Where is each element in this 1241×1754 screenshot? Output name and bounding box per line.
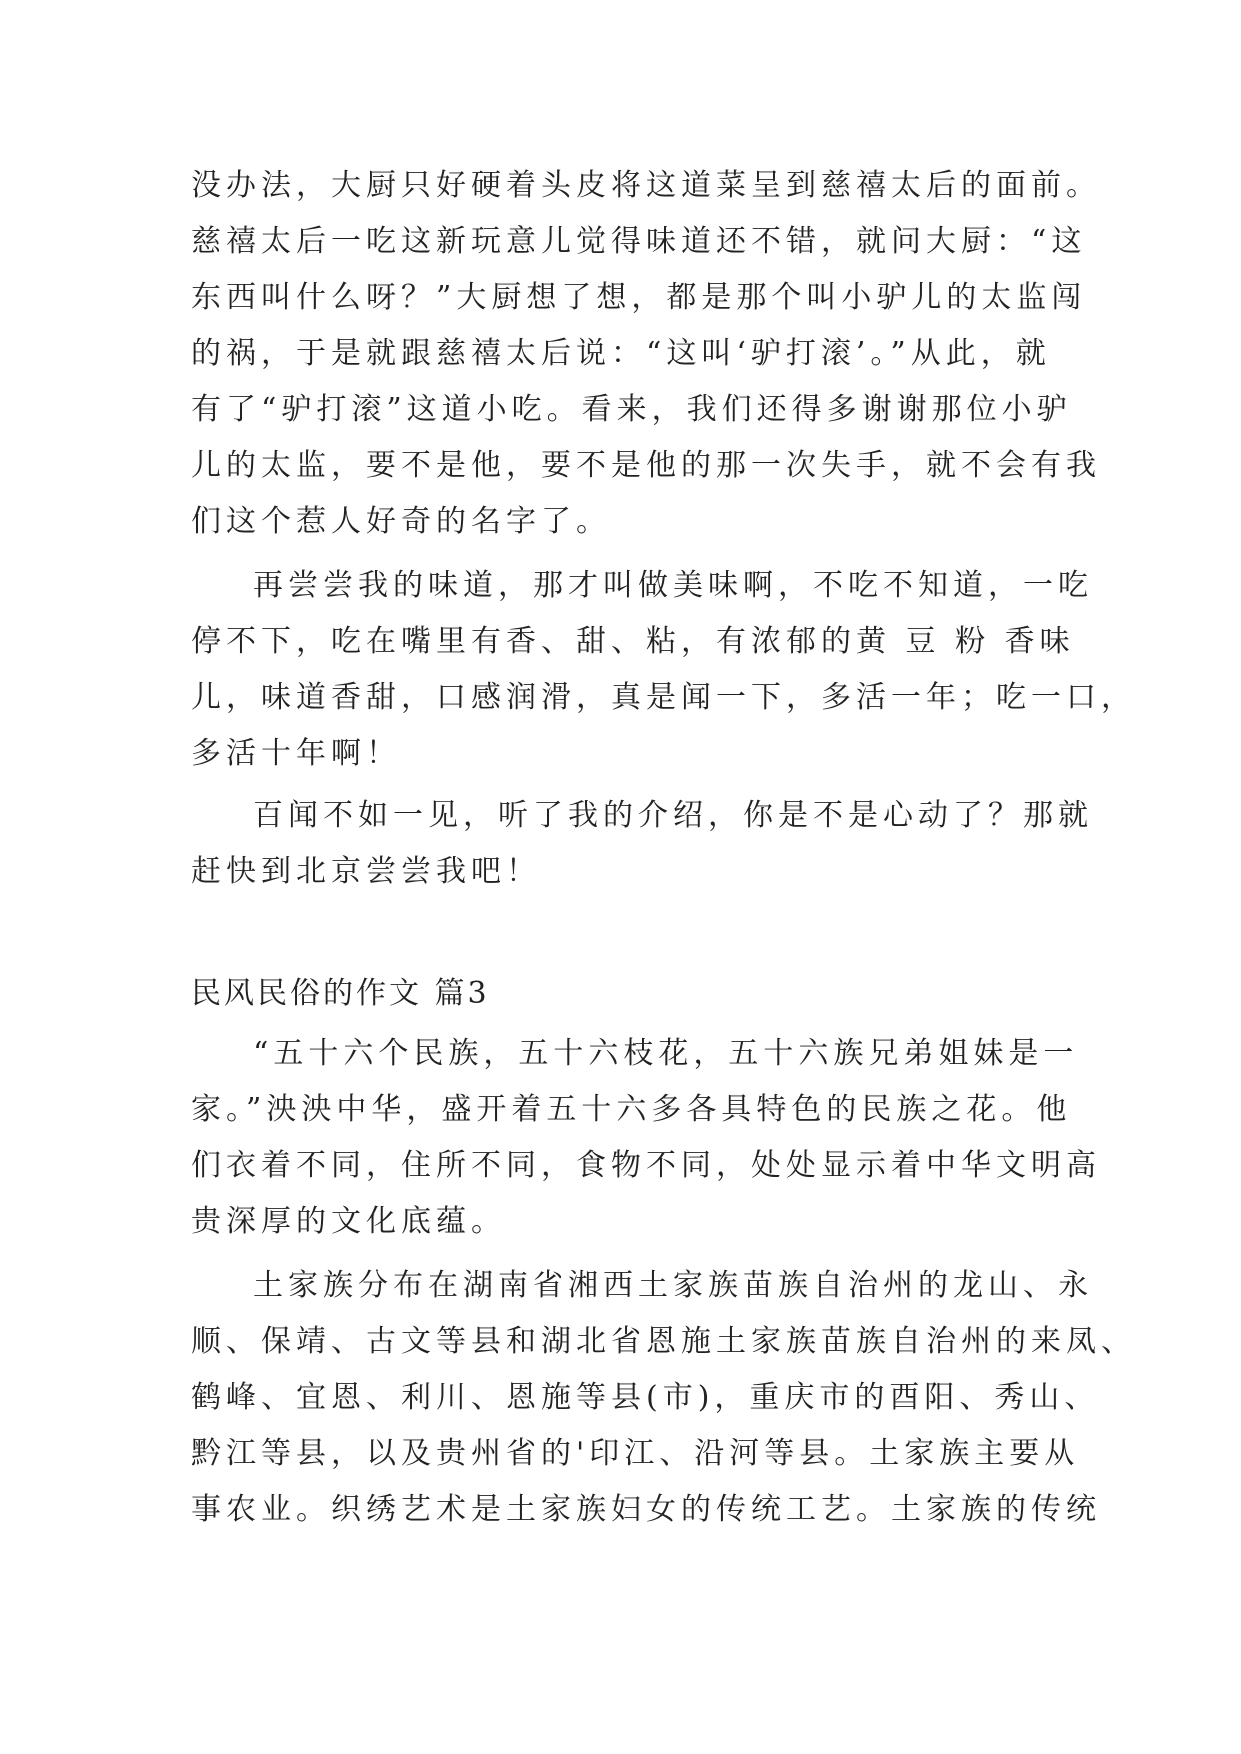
text-line: 停不下，吃在嘴里有香、甜、粘，有浓郁的黄 豆 粉 香味 [191,624,1075,659]
text-line: 儿的太监，要不是他，要不是他的那一次失手，就不会有我 [191,448,1101,483]
text-line: 没办法，大厨只好硬着头皮将这道菜呈到慈禧太后的面前。 [191,168,1101,203]
text-line: 们这个惹人好奇的名字了。 [191,504,611,539]
text-line: “五十六个民族，五十六枝花，五十六族兄弟姐妹是一 [253,1036,1079,1071]
text-line: 慈禧太后一吃这新玩意儿觉得味道还不错，就问大厨：“这 [191,224,1087,259]
text-line: 顺、保靖、古文等县和湖北省恩施土家族苗族自治州的来凤、 [191,1324,1136,1359]
text-line: 贵深厚的文化底蕴。 [191,1204,506,1239]
text-line: 黔江等县，以及贵州省的'印江、沿河等县。土家族主要从 [191,1436,1080,1471]
text-line: 鹤峰、宜恩、利川、恩施等县(市)，重庆市的酉阳、秀山、 [191,1380,1100,1415]
text-line: 土家族分布在湖南省湘西土家族苗族自治州的龙山、永 [253,1268,1093,1303]
text-line: 家。”泱泱中华，盛开着五十六多各具特色的民族之花。他 [191,1092,1072,1127]
text-line: 事农业。织绣艺术是土家族妇女的传统工艺。土家族的传统 [191,1492,1101,1527]
text-line: 百闻不如一见，听了我的介绍，你是不是心动了？那就 [253,798,1093,833]
section-heading: 民风民俗的作文 篇3 [191,976,490,1011]
text-line: 的祸，于是就跟慈禧太后说：“这叫‘驴打滚’。”从此，就 [191,336,1051,371]
text-line: 东西叫什么呀？”大厨想了想，都是那个叫小驴儿的太监闯 [191,280,1087,315]
text-line: 赶快到北京尝尝我吧！ [191,854,541,889]
text-line: 多活十年啊！ [191,736,401,771]
text-line: 们衣着不同，住所不同，食物不同，处处显示着中华文明高 [191,1148,1101,1183]
text-line: 再尝尝我的味道，那才叫做美味啊，不吃不知道，一吃 [253,568,1093,603]
text-line: 儿，味道香甜，口感润滑，真是闻一下，多活一年；吃一口， [191,680,1136,715]
text-line: 有了“驴打滚”这道小吃。看来，我们还得多谢谢那位小驴 [191,392,1072,427]
